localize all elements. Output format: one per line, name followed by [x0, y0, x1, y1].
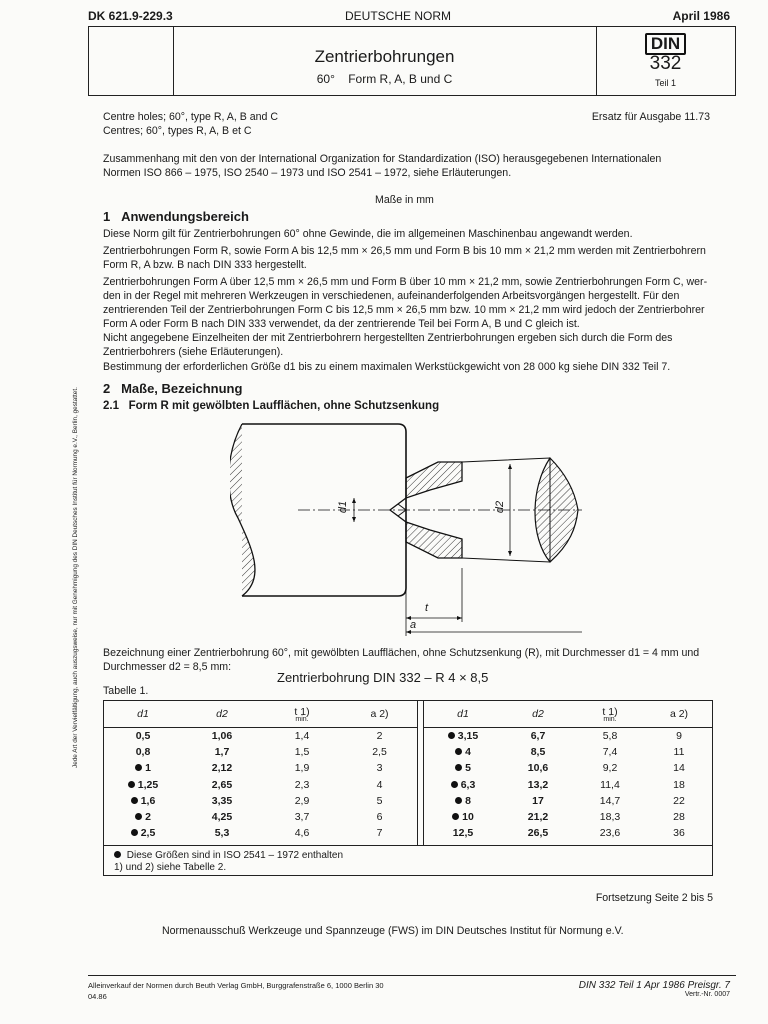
hatch-bottom [406, 522, 462, 558]
section-1-body: Diese Norm gilt für Zentrierbohrungen 60° ohne Gewinde, die im allgemeinen Maschinenbau angewandt werden. Zentrierbohrungen Form R, sowie Form A bis 12,5 mm × 26,5 mm und Form B bis 10 mm × 21,2 mm werden mit Zentrierbohrern Form R, A bzw. B nach DIN 333 hergestellt. Zentrierbohrungen Form A über 12,5 mm × 26,5 mm und Form B über 10 mm × 21,2 mm, sowie Zentrierbohrungen Form C, wer- den in der Regel mit mehreren Werkzeugen in verschiedenen, aufeinanderfolgenden Arbeitsvorgängen hergestellt. Für den zentrierenden Teil der Zentrierbohrungen Form C bis 12,5 mm × 26,5 mm bzw. 10 mm × 21,2 mm wird jedoch der Zentrierbohrer Form A oder Form B nach DIN 333 verwendet, da der zentrierende Teil bei Form A, B und C gleich ist. Nicht angegebene Einzelheiten der mit Zentrierbohrern hergestellten Zentrierbohrungen ergeben sich durch die Form des Zentrierbohrers (siehe Erläuterungen). Bestimmung der erforderlichen Größe d1 bis zu einem maximalen Werkstückgewicht von 28 000 kg siehe DIN 332 Teil 7. [103, 228, 708, 373]
cell-d2: 21,2 [527, 811, 549, 824]
cell-d1: 1 [104, 760, 182, 776]
table-row [424, 793, 712, 809]
cell-a: 2,5 [372, 746, 387, 759]
din-number: 332 [649, 53, 682, 74]
cell-d1: 0,8 [135, 746, 151, 759]
shaft-break-left [230, 424, 255, 596]
table-row [104, 793, 417, 809]
iso-dot-icon [451, 781, 458, 788]
iso-dot-icon [128, 781, 135, 788]
cell-t: 5,8 [602, 730, 618, 743]
cell-d2: 2,12 [211, 762, 233, 775]
teil-label: Teil 1 [654, 78, 676, 88]
cell-d1: 4 [424, 744, 502, 760]
cell-t: 14,7 [599, 794, 621, 807]
table-row [104, 777, 417, 793]
cell-t: 7,4 [602, 746, 618, 759]
norm-type: DEUTSCHE NORM [345, 9, 452, 23]
section-1-heading: 1 Anwendungsbereich [103, 209, 249, 224]
table-caption: Tabelle 1. [103, 685, 149, 697]
cell-a: 36 [673, 827, 685, 840]
table-right [424, 701, 712, 841]
col-d1: d1 [137, 708, 149, 720]
iso-dot-icon [131, 829, 138, 836]
cell-d2: 26,5 [527, 827, 549, 840]
cell-d1: 0,5 [135, 730, 151, 743]
cell-a: 3 [376, 762, 383, 775]
cell-d2: 8,5 [530, 746, 546, 759]
dk-number: DK 621.9-229.3 [88, 9, 173, 23]
iso-dot-icon [455, 764, 462, 771]
iso-dot-icon [455, 748, 462, 755]
cell-t: 2,3 [294, 778, 310, 791]
d1-label: d1 [337, 500, 350, 514]
copyright-sidenote: Jede Art der Vervielfältigung, auch auszugsweise, nur mit Genehmigung des DIN Deutsches Institut für Normung e.V., Berlin, gestattet. [72, 387, 79, 768]
iso-dot-icon [131, 797, 138, 804]
table-row [424, 777, 712, 793]
cell-t: 2,9 [294, 794, 310, 807]
iso-dot-icon [455, 797, 462, 804]
cell-d2: 2,65 [211, 778, 233, 791]
table-row [104, 809, 417, 825]
designation-example: Zentrierbohrung DIN 332 – R 4 × 8,5 [277, 670, 489, 685]
din-logo: DIN [596, 33, 735, 55]
footer-reference: DIN 332 Teil 1 Apr 1986 Preisgr. 7 Vertr.-Nr. 0007 [578, 980, 730, 998]
cell-t: 18,3 [599, 811, 621, 824]
col-d2-right: d2 [532, 708, 544, 720]
iso-dot-icon [135, 764, 142, 771]
cell-d2: 4,25 [211, 811, 233, 824]
cell-d1: 5 [424, 760, 502, 776]
replacement-note: Ersatz für Ausgabe 11.73 [591, 111, 710, 123]
cell-d2: 1,06 [211, 730, 233, 743]
cell-a: 5 [376, 794, 383, 807]
iso-dot-icon [135, 813, 142, 820]
cell-a: 14 [673, 762, 685, 775]
shaft-break-right [535, 458, 578, 562]
cell-d1: 8 [424, 793, 502, 809]
col-a-right: a 2) [669, 708, 689, 720]
table-row [424, 728, 712, 745]
dimension-table [103, 700, 713, 876]
table-row [104, 728, 417, 745]
col-d2: d2 [216, 708, 228, 720]
technical-drawing [230, 418, 590, 643]
english-title: Centre holes; 60°, type R, A, B and C [103, 111, 279, 123]
cell-a: 7 [376, 827, 383, 840]
cell-d1: 1,6 [104, 793, 182, 809]
table-row [424, 744, 712, 760]
cell-a: 6 [376, 811, 383, 824]
d2-label: d2 [494, 500, 507, 514]
french-title: Centres; 60°, types R, A, B et C [103, 125, 252, 137]
cell-d1: 10 [424, 809, 502, 825]
iso-dot-icon [448, 732, 455, 739]
cell-a: 22 [673, 794, 685, 807]
designation-text: Bezeichnung einer Zentrierbohrung 60°, mit gewölbten Laufflächen, ohne Schutzsenkung (R), mit Durchmesser d1 = 4 mm und Durchmesser d2 = 8,5 mm: [103, 647, 700, 673]
cell-t: 11,4 [600, 778, 620, 791]
cell-a: 28 [673, 811, 685, 824]
cell-d2: 10,6 [527, 762, 549, 775]
committee-note: Normenausschuß Werkzeuge und Spannzeuge (FWS) im DIN Deutsches Institut für Normung e.V. [162, 925, 624, 937]
cell-t: 23,6 [599, 827, 621, 840]
issue-date: April 1986 [672, 9, 730, 23]
table-row [424, 825, 712, 841]
cell-t: 1,4 [294, 730, 310, 743]
table-row [104, 760, 417, 776]
col-t: t 1) min. [294, 705, 310, 723]
cell-d2: 13,2 [527, 778, 549, 791]
cell-d1: 12,5 [452, 827, 474, 840]
cell-d1: 2,5 [104, 825, 182, 841]
cell-d1: 2 [104, 809, 182, 825]
cell-a: 2 [376, 730, 383, 743]
cell-t: 1,9 [294, 762, 310, 775]
cell-a: 11 [673, 746, 685, 759]
cell-d2: 3,35 [211, 794, 233, 807]
cell-a: 18 [673, 778, 685, 791]
iso-dot-icon [452, 813, 459, 820]
a-label: a [410, 619, 417, 631]
t-label: t [425, 602, 429, 614]
cell-t: 4,6 [294, 827, 310, 840]
table-row [104, 744, 417, 760]
cell-d2: 17 [532, 794, 544, 807]
table-row [424, 809, 712, 825]
cell-a: 4 [376, 778, 383, 791]
table-row [104, 825, 417, 841]
table-note-1: Diese Größen sind in ISO 2541 – 1972 enthalten [114, 849, 343, 863]
section-2-1-heading: 2.1 Form R mit gewölbten Laufflächen, ohne Schutzsenkung [103, 400, 440, 412]
cell-a: 9 [676, 730, 682, 743]
dimensions-note: Maße in mm [375, 194, 434, 206]
table-row [424, 760, 712, 776]
col-t-right: t 1) min. [602, 705, 618, 723]
continuation-note: Fortsetzung Seite 2 bis 5 [595, 892, 713, 904]
cell-d1: 3,15 [424, 728, 502, 745]
cell-t: 9,2 [602, 762, 618, 775]
iso-relation: Zusammenhang mit den von der International Organization for Standardization (ISO) herausgegebenen Internationalen Normen ISO 866 – 1975, ISO 2540 – 1973 und ISO 2541 – 1972, siehe Erläuterungen. [103, 153, 662, 179]
cell-d1: 6,3 [424, 777, 502, 793]
document-title: Zentrierbohrungen [314, 47, 455, 66]
section-2-heading: 2 Maße, Bezeichnung [103, 381, 243, 396]
cell-d2: 5,3 [214, 827, 230, 840]
footer-publisher: Alleinverkauf der Normen durch Beuth Verlag GmbH, Burggrafenstraße 6, 1000 Berlin 30 04.86 [88, 981, 384, 1001]
cell-d2: 6,7 [530, 730, 546, 743]
document-subtitle: 60° Form R, A, B und C [316, 72, 453, 86]
table-note-2: 1) und 2) siehe Tabelle 2. [114, 862, 227, 873]
table-left [104, 701, 417, 841]
cell-t: 3,7 [294, 811, 310, 824]
cell-d1: 1,25 [104, 777, 182, 793]
hatch-top [406, 462, 462, 498]
title-box [88, 26, 736, 96]
cell-d2: 1,7 [214, 746, 230, 759]
col-d1-right: d1 [457, 708, 469, 720]
col-a: a 2) [370, 708, 389, 720]
cell-t: 1,5 [294, 746, 310, 759]
